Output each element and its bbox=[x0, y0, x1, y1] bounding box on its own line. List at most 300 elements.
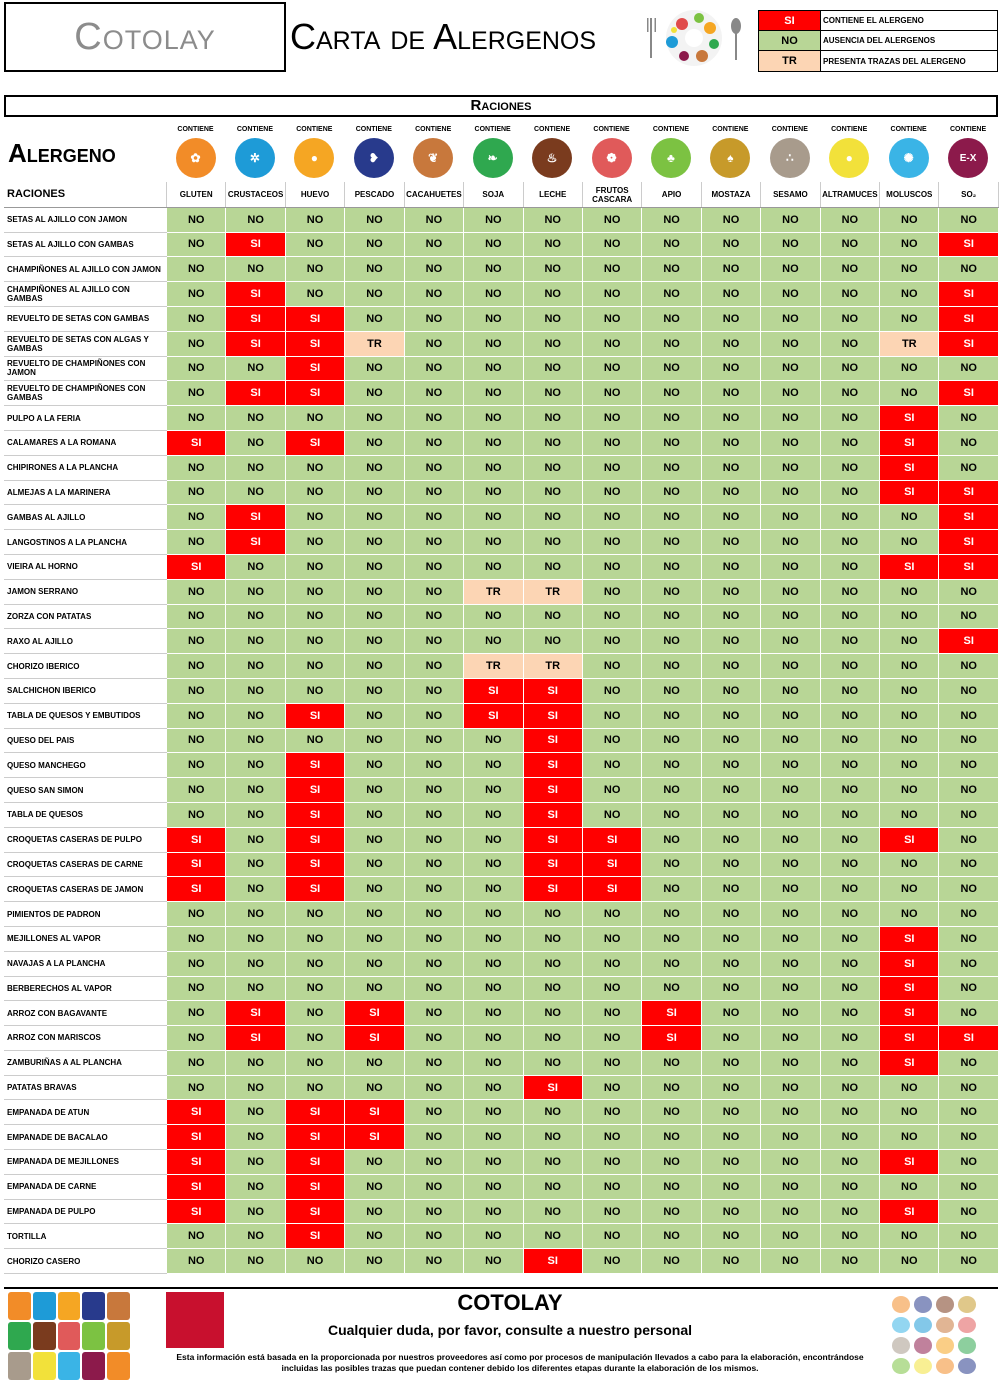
allergen-cell: SI bbox=[167, 827, 226, 852]
allergen-cell: NO bbox=[761, 678, 820, 703]
lupin-icon: ● bbox=[829, 138, 869, 178]
table-row bbox=[5, 579, 999, 604]
allergen-cell: NO bbox=[701, 703, 760, 728]
allergen-cell: NO bbox=[285, 1026, 344, 1051]
allergen-cell: NO bbox=[167, 455, 226, 480]
table-row bbox=[5, 678, 999, 703]
allergen-cell: NO bbox=[167, 406, 226, 431]
allergen-cell: NO bbox=[820, 406, 879, 431]
allergen-cell: SI bbox=[167, 554, 226, 579]
allergen-cell: NO bbox=[880, 579, 939, 604]
allergen-cell: NO bbox=[761, 1224, 820, 1249]
allergen-tile-icon bbox=[58, 1352, 81, 1380]
allergen-cell: NO bbox=[167, 802, 226, 827]
allergen-tile-icon bbox=[82, 1292, 105, 1320]
allergen-cell: NO bbox=[226, 827, 285, 852]
allergen-cell: NO bbox=[464, 1249, 523, 1274]
table-row bbox=[5, 753, 999, 778]
allergen-cell: NO bbox=[701, 1125, 760, 1150]
allergen-cell: NO bbox=[345, 753, 404, 778]
allergen-cell: NO bbox=[582, 1224, 641, 1249]
allergen-cell: NO bbox=[939, 257, 998, 282]
allergen-cell: SI bbox=[226, 530, 285, 555]
allergen-cell: NO bbox=[642, 331, 701, 356]
allergen-cell: NO bbox=[582, 703, 641, 728]
allergen-cell: SI bbox=[523, 827, 582, 852]
dish-name: TORTILLA bbox=[5, 1224, 167, 1249]
contiene-label: CONTIENE bbox=[652, 126, 689, 133]
allergen-cell: SI bbox=[285, 753, 344, 778]
allergen-cell: NO bbox=[642, 554, 701, 579]
allergen-cell: NO bbox=[523, 480, 582, 505]
allergen-cell: NO bbox=[820, 802, 879, 827]
allergen-cell: NO bbox=[939, 976, 998, 1001]
allergen-cell: NO bbox=[226, 1125, 285, 1150]
dish-name: CHORIZO IBERICO bbox=[5, 654, 167, 679]
allergen-cell: NO bbox=[523, 1125, 582, 1150]
allergen-cell: NO bbox=[345, 778, 404, 803]
allergen-cell: NO bbox=[226, 703, 285, 728]
allergen-cell: SI bbox=[226, 232, 285, 257]
egg-icon: ● bbox=[294, 138, 334, 178]
contiene-label: CONTIENE bbox=[236, 126, 273, 133]
allergen-cell: NO bbox=[880, 629, 939, 654]
allergen-cell: NO bbox=[404, 505, 463, 530]
allergen-cell: SI bbox=[285, 331, 344, 356]
allergen-cell: NO bbox=[582, 778, 641, 803]
allergen-cell: SI bbox=[880, 1001, 939, 1026]
allergen-cell: NO bbox=[167, 926, 226, 951]
allergen-cell: NO bbox=[820, 1199, 879, 1224]
allergen-cell: NO bbox=[820, 1100, 879, 1125]
allergen-cell: NO bbox=[761, 381, 820, 406]
allergen-cell: SI bbox=[464, 703, 523, 728]
table-row bbox=[5, 257, 999, 282]
allergen-cell: NO bbox=[226, 976, 285, 1001]
allergen-cell: NO bbox=[880, 1125, 939, 1150]
allergen-cell: NO bbox=[582, 282, 641, 307]
allergen-tile-icon bbox=[33, 1292, 56, 1320]
allergen-cell: NO bbox=[285, 728, 344, 753]
allergen-cell: NO bbox=[582, 554, 641, 579]
allergen-cell: NO bbox=[345, 480, 404, 505]
allergen-cell: NO bbox=[880, 356, 939, 381]
allergen-cell: SI bbox=[285, 430, 344, 455]
allergen-cell: NO bbox=[701, 207, 760, 232]
allergen-cell: NO bbox=[820, 703, 879, 728]
allergen-cell: NO bbox=[642, 753, 701, 778]
allergen-cell: SI bbox=[167, 877, 226, 902]
allergen-icon-column bbox=[225, 126, 284, 178]
allergen-cell: NO bbox=[167, 1001, 226, 1026]
allergen-cell: NO bbox=[642, 406, 701, 431]
allergen-cell: NO bbox=[820, 455, 879, 480]
allergen-cell: NO bbox=[820, 207, 879, 232]
allergen-symbol-icon bbox=[914, 1296, 932, 1313]
allergen-cell: NO bbox=[582, 1026, 641, 1051]
legend-code: NO bbox=[759, 31, 821, 50]
allergen-cell: NO bbox=[701, 530, 760, 555]
section-title: Raciones bbox=[4, 95, 998, 117]
dish-name: ZAMBURIÑAS A AL PLANCHA bbox=[5, 1050, 167, 1075]
allergen-cell: NO bbox=[285, 1075, 344, 1100]
contiene-label: CONTIENE bbox=[890, 126, 927, 133]
allergen-cell: NO bbox=[761, 505, 820, 530]
association-logo bbox=[166, 1292, 224, 1348]
dish-name: EMPANADE DE BACALAO bbox=[5, 1125, 167, 1150]
allergen-cell: SI bbox=[523, 753, 582, 778]
dish-name: QUESO SAN SIMON bbox=[5, 778, 167, 803]
allergen-cell: NO bbox=[404, 282, 463, 307]
contiene-label: CONTIENE bbox=[771, 126, 808, 133]
contiene-label: CONTIENE bbox=[474, 126, 511, 133]
column-header-allergen: ALTRAMUCES bbox=[820, 183, 879, 208]
allergen-cell: NO bbox=[642, 877, 701, 902]
allergen-cell: NO bbox=[701, 282, 760, 307]
brand-box bbox=[4, 2, 286, 72]
allergen-symbol-icon bbox=[936, 1296, 954, 1313]
allergen-cell: NO bbox=[820, 282, 879, 307]
allergen-symbol-icon bbox=[892, 1317, 910, 1334]
allergen-cell: NO bbox=[167, 1224, 226, 1249]
allergen-cell: NO bbox=[345, 802, 404, 827]
allergen-cell: NO bbox=[226, 877, 285, 902]
allergen-cell: NO bbox=[582, 406, 641, 431]
allergen-cell: NO bbox=[642, 703, 701, 728]
allergen-cell: NO bbox=[939, 1100, 998, 1125]
table-row bbox=[5, 778, 999, 803]
allergen-cell: NO bbox=[285, 455, 344, 480]
legend-text: PRESENTA TRAZAS DEL ALERGENO bbox=[823, 56, 966, 66]
allergen-cell: NO bbox=[642, 1125, 701, 1150]
dish-name: CHAMPIÑONES AL AJILLO CON JAMON bbox=[5, 257, 167, 282]
allergen-cell: NO bbox=[761, 902, 820, 927]
allergen-cell: NO bbox=[345, 530, 404, 555]
allergen-cell: NO bbox=[464, 728, 523, 753]
table-row bbox=[5, 381, 999, 406]
allergen-cell: NO bbox=[939, 902, 998, 927]
allergen-cell: NO bbox=[345, 257, 404, 282]
allergen-cell: NO bbox=[880, 1174, 939, 1199]
allergen-cell: NO bbox=[701, 629, 760, 654]
allergen-cell: NO bbox=[939, 455, 998, 480]
allergen-cell: TR bbox=[523, 579, 582, 604]
allergen-symbol-icon bbox=[958, 1296, 976, 1313]
allergen-cell: NO bbox=[464, 257, 523, 282]
allergen-cell: NO bbox=[226, 802, 285, 827]
allergen-cell: NO bbox=[642, 1050, 701, 1075]
allergen-cell: NO bbox=[820, 1249, 879, 1274]
allergen-cell: NO bbox=[167, 604, 226, 629]
allergen-cell: NO bbox=[880, 877, 939, 902]
dish-name: CROQUETAS CASERAS DE JAMON bbox=[5, 877, 167, 902]
allergen-cell: NO bbox=[761, 1199, 820, 1224]
allergen-cell: NO bbox=[880, 306, 939, 331]
allergen-cell: NO bbox=[167, 207, 226, 232]
dish-name: ALMEJAS A LA MARINERA bbox=[5, 480, 167, 505]
allergen-cell: NO bbox=[820, 257, 879, 282]
allergen-cell: NO bbox=[404, 728, 463, 753]
allergen-cell: NO bbox=[642, 505, 701, 530]
allergen-cell: NO bbox=[345, 505, 404, 530]
allergen-cell: NO bbox=[285, 554, 344, 579]
allergen-tile-icon bbox=[82, 1352, 105, 1380]
allergen-cell: NO bbox=[345, 629, 404, 654]
allergen-cell: NO bbox=[761, 1001, 820, 1026]
table-row bbox=[5, 976, 999, 1001]
allergen-cell: NO bbox=[167, 678, 226, 703]
table-row bbox=[5, 554, 999, 579]
allergen-cell: NO bbox=[345, 902, 404, 927]
allergen-cell: NO bbox=[345, 1150, 404, 1175]
allergen-cell: NO bbox=[701, 1050, 760, 1075]
allergen-cell: NO bbox=[701, 926, 760, 951]
allergen-cell: NO bbox=[226, 629, 285, 654]
allergen-cell: NO bbox=[345, 406, 404, 431]
allergen-cell: NO bbox=[226, 1150, 285, 1175]
allergen-cell: NO bbox=[582, 753, 641, 778]
allergen-cell: NO bbox=[226, 902, 285, 927]
allergen-cell: SI bbox=[939, 381, 998, 406]
allergen-cell: NO bbox=[642, 654, 701, 679]
allergen-cell: NO bbox=[582, 802, 641, 827]
allergen-symbol-icon bbox=[936, 1337, 954, 1354]
allergen-cell: NO bbox=[880, 1249, 939, 1274]
allergen-cell: NO bbox=[939, 1150, 998, 1175]
allergen-cell: NO bbox=[226, 257, 285, 282]
allergen-cell: NO bbox=[523, 356, 582, 381]
allergen-cell: NO bbox=[464, 381, 523, 406]
allergen-cell: NO bbox=[820, 1026, 879, 1051]
allergen-cell: NO bbox=[820, 654, 879, 679]
allergen-cell: NO bbox=[820, 480, 879, 505]
allergen-cell: NO bbox=[404, 1075, 463, 1100]
allergen-cell: SI bbox=[285, 356, 344, 381]
allergen-cell: NO bbox=[404, 604, 463, 629]
table-row bbox=[5, 1224, 999, 1249]
allergen-cell: SI bbox=[939, 1026, 998, 1051]
table-row bbox=[5, 1075, 999, 1100]
allergen-cell: NO bbox=[167, 579, 226, 604]
allergen-cell: NO bbox=[761, 530, 820, 555]
allergen-cell: NO bbox=[167, 703, 226, 728]
allergen-cell: NO bbox=[226, 728, 285, 753]
allergen-cell: NO bbox=[523, 902, 582, 927]
allergen-cell: NO bbox=[523, 951, 582, 976]
contiene-label: CONTIENE bbox=[296, 126, 333, 133]
food-circle-illustration bbox=[644, 4, 744, 72]
allergen-cell: NO bbox=[582, 902, 641, 927]
allergen-cell: NO bbox=[761, 703, 820, 728]
allergen-cell: NO bbox=[404, 778, 463, 803]
allergen-icon-column bbox=[701, 126, 760, 178]
allergen-cell: NO bbox=[582, 926, 641, 951]
allergen-cell: NO bbox=[880, 381, 939, 406]
allergen-cell: NO bbox=[404, 753, 463, 778]
allergen-symbols-panel bbox=[892, 1296, 976, 1374]
allergen-cell: NO bbox=[939, 951, 998, 976]
shell-icon: ✺ bbox=[889, 138, 929, 178]
allergen-tile-icon bbox=[107, 1292, 130, 1320]
dish-name: VIEIRA AL HORNO bbox=[5, 554, 167, 579]
allergen-cell: NO bbox=[820, 1001, 879, 1026]
allergen-cell: NO bbox=[880, 852, 939, 877]
allergen-cell: NO bbox=[404, 257, 463, 282]
allergen-cell: NO bbox=[939, 877, 998, 902]
allergen-cell: NO bbox=[939, 728, 998, 753]
allergen-cell: NO bbox=[761, 430, 820, 455]
allergen-cell: NO bbox=[701, 406, 760, 431]
allergen-cell: SI bbox=[226, 306, 285, 331]
allergen-cell: NO bbox=[761, 406, 820, 431]
allergen-cell: NO bbox=[820, 976, 879, 1001]
column-header-allergen: LECHE bbox=[523, 183, 582, 208]
allergen-cell: NO bbox=[464, 430, 523, 455]
allergen-cell: NO bbox=[464, 530, 523, 555]
allergen-cell: NO bbox=[701, 1001, 760, 1026]
allergen-cell: NO bbox=[761, 282, 820, 307]
allergen-cell: NO bbox=[761, 654, 820, 679]
allergen-cell: NO bbox=[820, 1125, 879, 1150]
table-row bbox=[5, 951, 999, 976]
allergen-cell: NO bbox=[761, 877, 820, 902]
allergen-cell: SI bbox=[285, 1224, 344, 1249]
allergen-cell: NO bbox=[820, 852, 879, 877]
allergen-cell: NO bbox=[523, 976, 582, 1001]
allergen-cell: NO bbox=[285, 902, 344, 927]
allergen-cell: NO bbox=[226, 430, 285, 455]
allergen-cell: NO bbox=[404, 902, 463, 927]
allergen-cell: SI bbox=[167, 1199, 226, 1224]
allergen-cell: NO bbox=[880, 778, 939, 803]
contiene-label: CONTIENE bbox=[177, 126, 214, 133]
table-row bbox=[5, 902, 999, 927]
allergen-cell: NO bbox=[820, 1224, 879, 1249]
allergen-cell: NO bbox=[820, 678, 879, 703]
allergen-cell: NO bbox=[523, 554, 582, 579]
allergen-cell: NO bbox=[345, 1224, 404, 1249]
sesame-icon: ∴ bbox=[770, 138, 810, 178]
allergen-cell: NO bbox=[285, 406, 344, 431]
allergen-cell: SI bbox=[285, 877, 344, 902]
allergen-cell: NO bbox=[820, 1150, 879, 1175]
allergen-cell: NO bbox=[404, 331, 463, 356]
allergen-cell: NO bbox=[582, 430, 641, 455]
allergen-cell: NO bbox=[167, 753, 226, 778]
allergen-cell: NO bbox=[404, 678, 463, 703]
table-row bbox=[5, 430, 999, 455]
allergen-cell: NO bbox=[464, 778, 523, 803]
allergen-cell: SI bbox=[285, 703, 344, 728]
allergen-cell: NO bbox=[701, 1026, 760, 1051]
allergen-tile-icon bbox=[8, 1352, 31, 1380]
allergen-cell: SI bbox=[226, 381, 285, 406]
allergen-cell: NO bbox=[523, 604, 582, 629]
allergen-cell: NO bbox=[880, 207, 939, 232]
allergen-cell: NO bbox=[642, 926, 701, 951]
allergen-cell: NO bbox=[226, 1249, 285, 1274]
allergen-cell: NO bbox=[761, 1150, 820, 1175]
allergen-cell: NO bbox=[939, 827, 998, 852]
allergen-cell: NO bbox=[701, 951, 760, 976]
allergen-cell: NO bbox=[345, 282, 404, 307]
allergen-cell: NO bbox=[464, 207, 523, 232]
allergen-symbol-icon bbox=[914, 1337, 932, 1354]
dish-name: TABLA DE QUESOS Y EMBUTIDOS bbox=[5, 703, 167, 728]
allergen-cell: NO bbox=[345, 604, 404, 629]
allergen-cell: NO bbox=[701, 257, 760, 282]
allergen-cell: NO bbox=[226, 778, 285, 803]
allergen-cell: SI bbox=[582, 877, 641, 902]
allergen-cell: NO bbox=[464, 1075, 523, 1100]
celery-icon: ♣ bbox=[651, 138, 691, 178]
column-header-allergen: FRUTOS CASCARA bbox=[582, 183, 641, 208]
allergen-cell: NO bbox=[701, 455, 760, 480]
footer-disclaimer: Esta información está basada en la proporcionada por nuestros proveedores así como por procesos de manipulación llevados a cabo para la elaboración, encontrándose incluidas las posibles trazas que puedan contener debido los diferentes etapas durante la elaboración de los mismos. bbox=[176, 1352, 864, 1373]
dish-name: EMPANADA DE CARNE bbox=[5, 1174, 167, 1199]
contiene-label: CONTIENE bbox=[712, 126, 749, 133]
allergen-cell: NO bbox=[167, 1050, 226, 1075]
allergen-cell: NO bbox=[701, 1150, 760, 1175]
allergen-cell: NO bbox=[523, 257, 582, 282]
allergen-cell: NO bbox=[523, 1199, 582, 1224]
allergen-cell: NO bbox=[404, 1249, 463, 1274]
allergen-cell: SI bbox=[345, 1100, 404, 1125]
allergen-cell: NO bbox=[701, 480, 760, 505]
allergen-cell: NO bbox=[880, 703, 939, 728]
allergen-cell: NO bbox=[761, 257, 820, 282]
brand-name: Cotolay bbox=[74, 15, 216, 58]
allergen-cell: SI bbox=[880, 1026, 939, 1051]
allergen-cell: NO bbox=[285, 505, 344, 530]
allergen-cell: NO bbox=[464, 604, 523, 629]
allergen-cell: NO bbox=[820, 331, 879, 356]
allergen-cell: NO bbox=[820, 728, 879, 753]
allergen-cell: NO bbox=[226, 579, 285, 604]
table-row bbox=[5, 604, 999, 629]
allergen-cell: NO bbox=[820, 629, 879, 654]
allergen-icon-column bbox=[641, 126, 700, 178]
allergen-cell: NO bbox=[464, 406, 523, 431]
allergen-cell: NO bbox=[523, 207, 582, 232]
allergen-cell: NO bbox=[345, 1075, 404, 1100]
allergen-cell: NO bbox=[404, 976, 463, 1001]
allergen-cell: NO bbox=[464, 1125, 523, 1150]
dish-name: QUESO DEL PAIS bbox=[5, 728, 167, 753]
allergen-cell: NO bbox=[761, 827, 820, 852]
allergen-cell: NO bbox=[761, 306, 820, 331]
table-row bbox=[5, 877, 999, 902]
allergen-cell: NO bbox=[701, 1224, 760, 1249]
alergeno-label: Alergeno bbox=[8, 138, 116, 168]
allergen-cell: NO bbox=[701, 232, 760, 257]
allergen-cell: NO bbox=[701, 505, 760, 530]
allergen-icon-column bbox=[760, 126, 819, 178]
allergen-cell: NO bbox=[404, 430, 463, 455]
allergen-cell: SI bbox=[642, 1001, 701, 1026]
allergen-cell: NO bbox=[939, 778, 998, 803]
allergen-cell: NO bbox=[880, 728, 939, 753]
column-header-allergen: GLUTEN bbox=[167, 183, 226, 208]
allergen-cell: NO bbox=[820, 554, 879, 579]
allergen-cell: NO bbox=[404, 1050, 463, 1075]
column-header-allergen: SOJA bbox=[464, 183, 523, 208]
allergen-cell: NO bbox=[345, 356, 404, 381]
allergen-cell: NO bbox=[404, 1199, 463, 1224]
allergen-cell: NO bbox=[167, 356, 226, 381]
allergen-cell: NO bbox=[761, 802, 820, 827]
allergen-cell: NO bbox=[582, 654, 641, 679]
